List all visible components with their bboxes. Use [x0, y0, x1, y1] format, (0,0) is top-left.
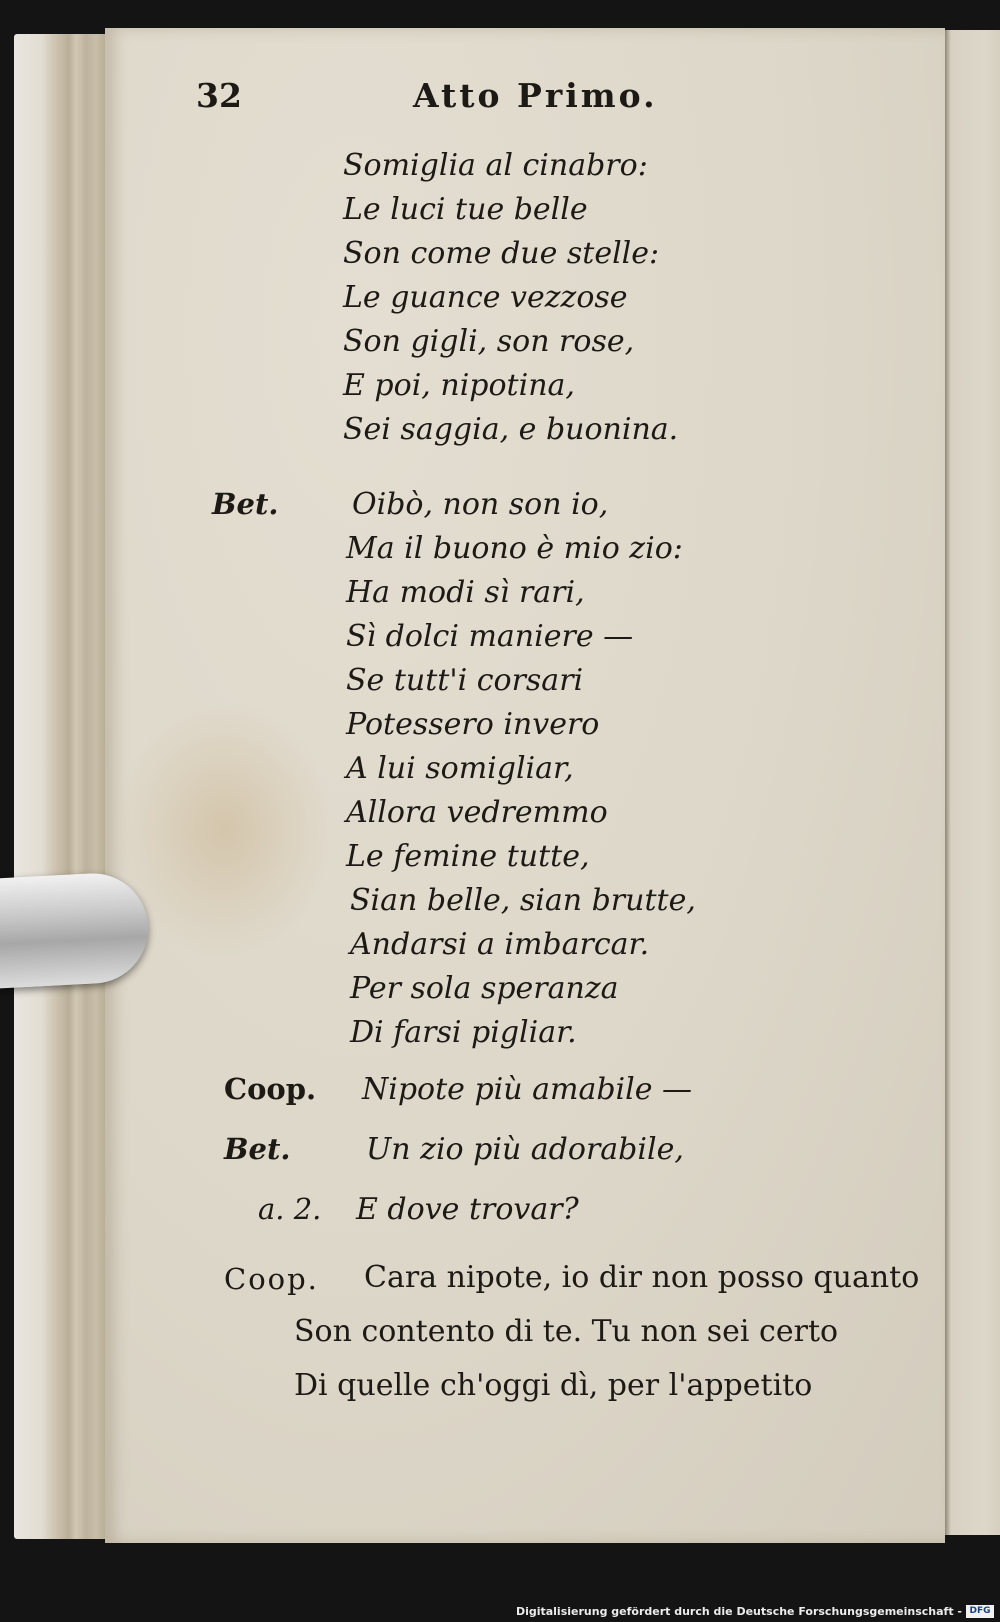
verse-line: Sei saggia, e buonina. — [343, 412, 679, 447]
prose-line: Di quelle ch'oggi dì, per l'appetito — [294, 1368, 813, 1403]
adjacent-page-edge — [945, 30, 1000, 1535]
verse-line: E dove trovar? — [356, 1192, 579, 1227]
verse-line: Di farsi pigliar. — [350, 1015, 577, 1050]
prose-line: Son contento di te. Tu non sei certo — [294, 1314, 839, 1349]
verse-line: Le luci tue belle — [343, 192, 588, 227]
dfg-logo: DFG — [966, 1605, 994, 1618]
verse-line: Allora vedremmo — [346, 795, 608, 830]
digitization-credit: Digitalisierung gefördert durch die Deutsche Forschungsgemeinschaft - — [515, 1605, 962, 1618]
page-edge-stack — [14, 34, 114, 1539]
page-stain — [115, 700, 335, 960]
verse-line: Oibò, non son io, — [352, 487, 609, 522]
verse-line: Andarsi a imbarcar. — [350, 927, 650, 962]
verse-line: E poi, nipotina, — [343, 368, 575, 403]
verse-line: Son gigli, son rose, — [343, 324, 635, 359]
speaker-coop: Coop. — [224, 1262, 319, 1296]
verse-line: Sì dolci maniere — — [346, 619, 634, 654]
verse-line: Un zio più adorabile, — [366, 1132, 684, 1167]
prose-line: Cara nipote, io dir non posso quanto — [364, 1260, 920, 1295]
verse-line: Se tutt'i corsari — [346, 663, 584, 698]
verse-line: Sian belle, sian brutte, — [350, 883, 696, 918]
verse-line: Ma il buono è mio zio: — [346, 531, 683, 566]
verse-line: Somiglia al cinabro: — [343, 148, 648, 183]
speaker-bet: Bet. — [212, 487, 279, 521]
verse-line: Le guance vezzose — [343, 280, 628, 315]
verse-line: Potessero invero — [346, 707, 600, 742]
speaker-both: a. 2. — [258, 1192, 322, 1226]
running-head: Atto Primo. — [413, 76, 658, 115]
speaker-coop: Coop. — [224, 1072, 317, 1106]
verse-line: Per sola speranza — [350, 971, 619, 1006]
verse-line: Le femine tutte, — [346, 839, 590, 874]
speaker-bet: Bet. — [224, 1132, 291, 1166]
verse-line: Nipote più amabile — — [362, 1072, 693, 1107]
page-number: 32 — [196, 76, 242, 115]
verse-line: Ha modi sì rari, — [346, 575, 585, 610]
verse-line: A lui somigliar, — [346, 751, 574, 786]
verse-line: Son come due stelle: — [343, 236, 660, 271]
